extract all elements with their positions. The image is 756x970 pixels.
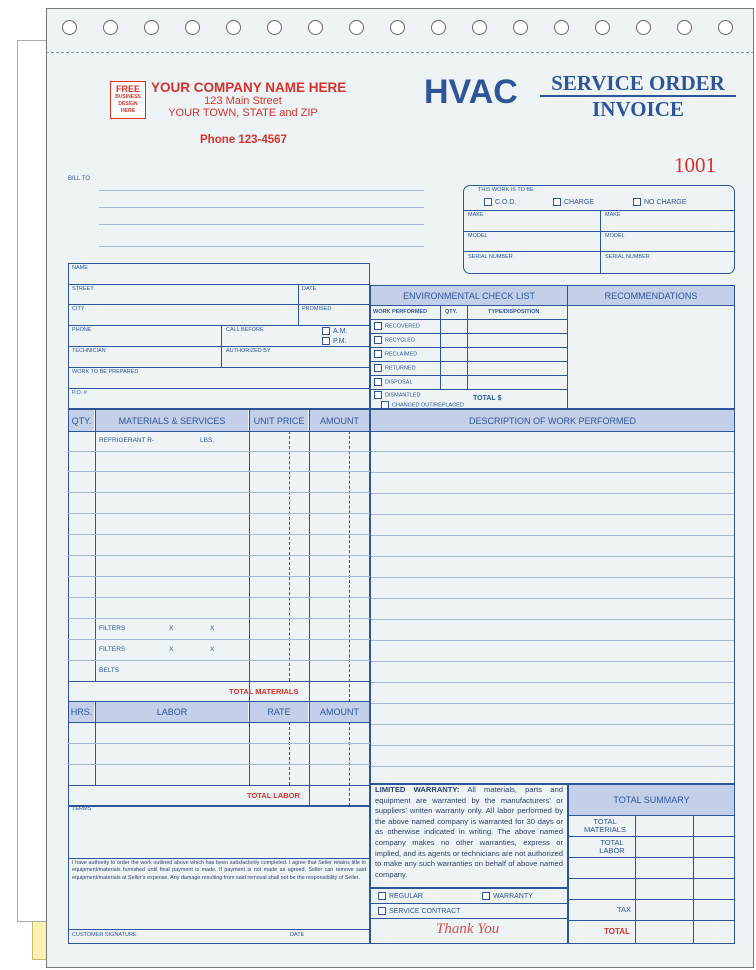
terms-field[interactable]: TERMS [72, 806, 92, 812]
model-field[interactable]: MODEL [605, 233, 625, 239]
company-name: YOUR COMPANY NAME HERE [151, 80, 347, 95]
disposal-checkbox[interactable]: DISPOSAL [374, 378, 413, 386]
service-contract-checkbox[interactable]: SERVICE CONTRACT [378, 907, 460, 915]
binding-hole [472, 20, 487, 35]
po-field[interactable]: P.O. # [72, 390, 87, 396]
make-field[interactable]: MAKE [605, 212, 621, 218]
reclaimed-checkbox[interactable]: RECLAIMED [374, 350, 417, 358]
recommendations-header: RECOMMENDATIONS [568, 286, 734, 305]
description-lines [371, 431, 734, 783]
regular-checkbox[interactable]: REGULAR [378, 892, 423, 900]
authorized-by-field[interactable]: AUTHORIZED BY [226, 348, 271, 354]
work-performed-col: WORK PERFORMED [373, 309, 428, 315]
recycled-checkbox[interactable]: RECYCLED [374, 336, 415, 344]
recovered-checkbox[interactable]: RECOVERED [374, 322, 420, 330]
filters-x-label: X [210, 646, 215, 653]
binding-hole [513, 20, 528, 35]
summary-total-materials: TOTAL MATERIALS [584, 817, 626, 834]
name-field[interactable]: NAME [72, 265, 88, 271]
binding-hole [718, 20, 733, 35]
invoice-number: 1001 [674, 153, 716, 177]
am-checkbox[interactable]: A.M. [322, 327, 347, 335]
technician-field[interactable]: TECHNICIAN [72, 348, 106, 354]
warranty-checkbox[interactable]: WARRANTY [482, 892, 533, 900]
work-type-title: THIS WORK IS TO BE [478, 187, 534, 193]
no-charge-option[interactable]: NO CHARGE [633, 198, 686, 206]
customer-signature-field[interactable]: CUSTOMER SIGNATURE [72, 932, 137, 938]
filters-x-label: X [169, 646, 174, 653]
dismantled-checkbox[interactable]: DISMANTLED [374, 391, 420, 399]
bill-to-line[interactable] [99, 207, 424, 208]
make-field[interactable]: MAKE [468, 212, 484, 218]
labor-header: LABOR [96, 702, 248, 722]
invoice-title: INVOICE [592, 97, 684, 121]
changed-out-checkbox[interactable]: CHANGED OUT/REPLACED [381, 401, 464, 409]
promised-field[interactable]: PROMISED [302, 306, 332, 312]
lbs-label: LBS. [200, 437, 215, 444]
binding-hole [62, 20, 77, 35]
free-design-badge: FREE BUSINESS DESIGN HERE [110, 81, 146, 119]
bill-to-line[interactable] [99, 224, 424, 225]
summary-total: TOTAL [604, 927, 630, 936]
cod-option[interactable]: C.O.D. [484, 198, 516, 206]
qty-col: QTY. [445, 309, 458, 315]
bill-to-line[interactable] [99, 190, 424, 191]
date-field[interactable]: DATE [302, 286, 317, 292]
hrs-header: HRS. [69, 702, 94, 722]
type-disposition-col: TYPE/DISPOSITION [488, 309, 540, 315]
authorization-text: I have authority to order the work outlined above which has been satisfactorily completed. I agree that Seller retains title to equipment/materials furnished until final payment is made. If payment is not made as agreed, Seller can remove said equipment/materials at Seller's expense. Any damage resulting from said removal shall not be the responsibility of Seller. [72, 860, 366, 881]
belts-row[interactable]: BELTS [99, 667, 120, 674]
binding-hole [554, 20, 569, 35]
binding-hole [103, 20, 118, 35]
warranty-title: LIMITED WARRANTY: [375, 785, 460, 794]
company-phone: Phone 123-4567 [200, 134, 287, 146]
work-to-be-prepared-field[interactable]: WORK TO BE PREPARED [72, 369, 139, 375]
model-field[interactable]: MODEL [468, 233, 488, 239]
company-city: YOUR TOWN, STATE and ZIP [168, 107, 318, 119]
refrigerant-row[interactable]: REFRIGERANT R- [99, 437, 155, 444]
binding-hole [390, 20, 405, 35]
materials-services-header: MATERIALS & SERVICES [96, 410, 248, 431]
call-before-field[interactable]: CALL BEFORE [226, 327, 264, 333]
binding-hole [267, 20, 282, 35]
materials-amount-header: AMOUNT [310, 410, 369, 431]
filters-row[interactable]: FILTERS [99, 646, 126, 653]
total-materials-label: TOTAL MATERIALS [229, 687, 299, 696]
rate-header: RATE [250, 702, 308, 722]
materials-qty-header: QTY. [69, 410, 94, 431]
signature-date-field[interactable]: DATE [290, 932, 305, 938]
description-header: DESCRIPTION OF WORK PERFORMED [371, 410, 734, 431]
warranty-text: LIMITED WARRANTY: All materials, parts and equipment are warranted by the manufacturers' or suppliers' written warranty only. All labor performed by the above named company is warranted for 30 days or as otherwise indicated in writing. The above named company makes no other warranties, express or implied, and its agents or technicians are not authorized to make any such warranties on behalf of above named company. [375, 785, 563, 879]
filters-x-label: X [169, 625, 174, 632]
binding-hole [349, 20, 364, 35]
bill-to-line[interactable] [99, 246, 424, 247]
env-checklist-header: ENVIRONMENTAL CHECK LIST [371, 286, 567, 305]
phone-field[interactable]: PHONE [72, 327, 92, 333]
service-order-title: SERVICE ORDER [540, 71, 736, 97]
hvac-title: HVAC [424, 73, 518, 111]
env-total-field[interactable]: TOTAL $ [473, 395, 502, 402]
binding-hole [431, 20, 446, 35]
binding-hole [144, 20, 159, 35]
serial-number-field[interactable]: SERIAL NUMBER [468, 254, 513, 260]
bill-to-label: BILL TO [68, 176, 90, 182]
summary-tax: TAX [617, 905, 632, 914]
binding-hole [226, 20, 241, 35]
total-labor-label: TOTAL LABOR [247, 791, 300, 800]
summary-total-labor: TOTAL LABOR [599, 838, 625, 855]
filters-row[interactable]: FILTERS [99, 625, 126, 632]
total-summary-header: TOTAL SUMMARY [569, 785, 734, 815]
binding-hole [185, 20, 200, 35]
city-field[interactable]: CITY [72, 306, 85, 312]
pm-checkbox[interactable]: P.M. [322, 337, 347, 345]
charge-option[interactable]: CHARGE [553, 198, 594, 206]
returned-checkbox[interactable]: RETURNED [374, 364, 416, 372]
thank-you-script: Thank You [436, 921, 500, 937]
serial-number-field[interactable]: SERIAL NUMBER [605, 254, 650, 260]
binding-hole [595, 20, 610, 35]
binding-hole [308, 20, 323, 35]
unit-price-header: UNIT PRICE [250, 410, 308, 431]
labor-amount-header: AMOUNT [310, 702, 369, 722]
binding-hole [636, 20, 651, 35]
street-field[interactable]: STREET [72, 286, 94, 292]
filters-x-label: X [210, 625, 215, 632]
binding-hole [677, 20, 692, 35]
perforation-line [46, 52, 754, 53]
company-street: 123 Main Street [204, 95, 282, 107]
